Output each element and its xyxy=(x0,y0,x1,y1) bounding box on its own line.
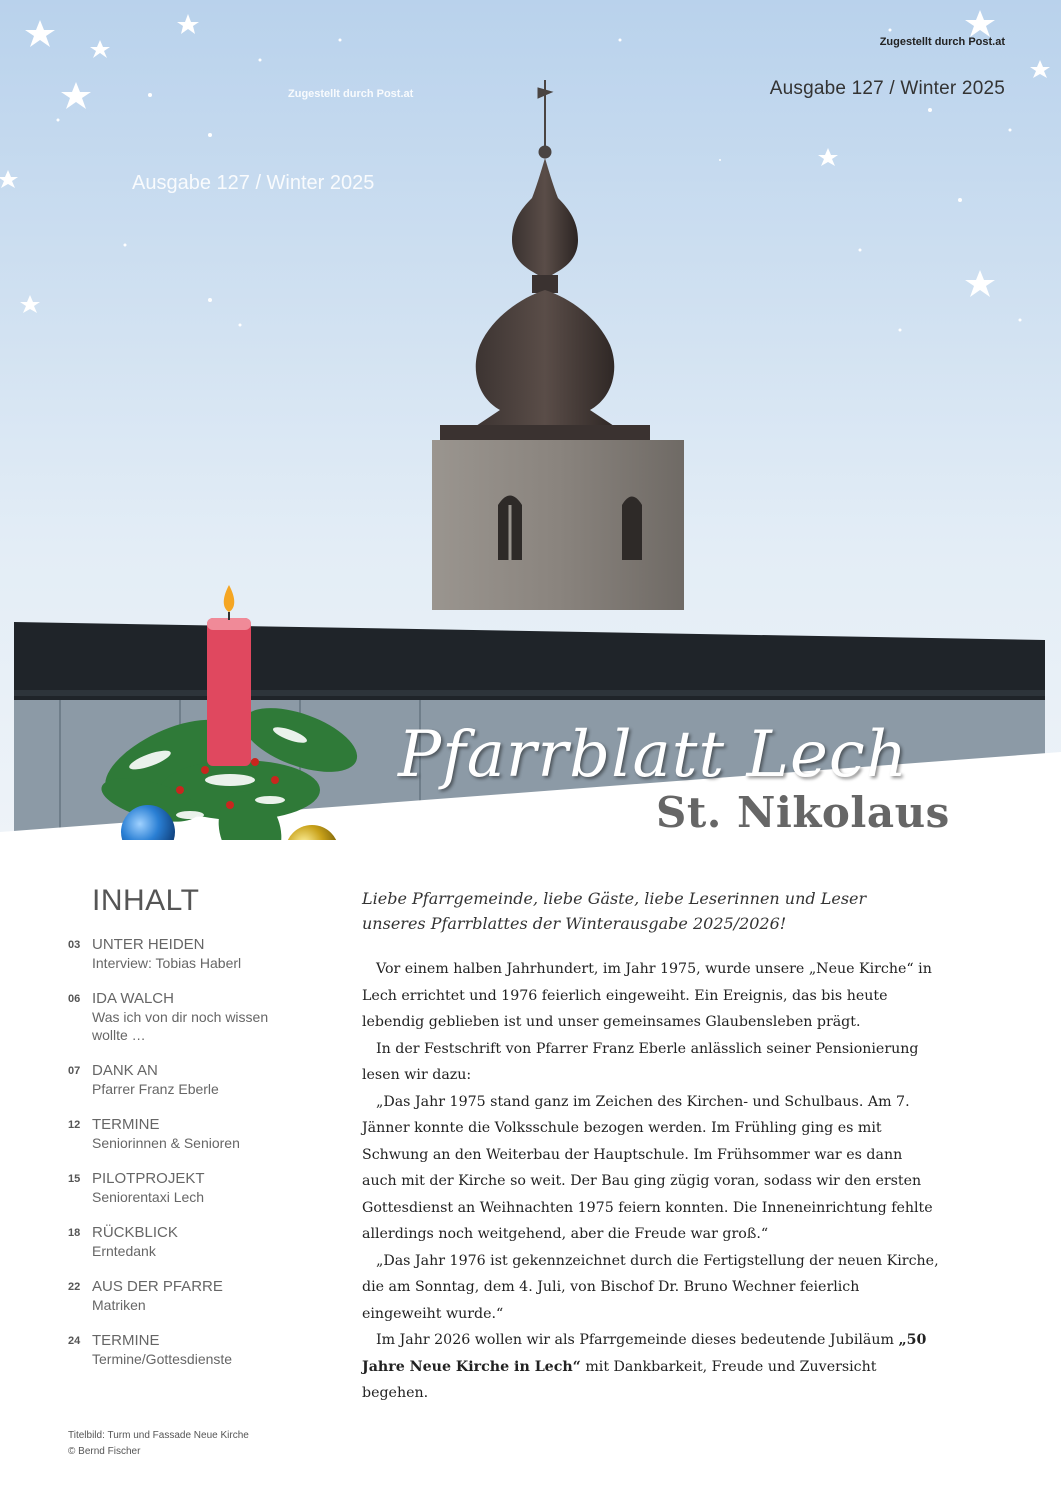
toc-item-title: PILOTPROJEKT xyxy=(92,1170,205,1187)
toc-item-title: RÜCKBLICK xyxy=(92,1224,178,1241)
star-icon xyxy=(965,270,995,297)
onion-dome xyxy=(470,290,620,430)
toc-page-number: 07 xyxy=(68,1065,81,1077)
table-of-contents xyxy=(68,936,318,1386)
toc-item-subtitle: Interview: Tobias Haberl xyxy=(92,955,242,971)
toc-page-number: 15 xyxy=(68,1173,81,1185)
credit-author: © Bernd Fischer xyxy=(68,1446,141,1457)
candle-icon xyxy=(207,585,251,766)
postal-note: Zugestellt durch Post.at xyxy=(879,36,1005,48)
toc-page-number: 06 xyxy=(68,993,81,1005)
issue-label: Ausgabe 127 / Winter 2025 xyxy=(769,78,1005,99)
toc-item-subtitle: Was ich von dir noch wissen wollte … xyxy=(92,1009,269,1043)
star-icon xyxy=(90,40,110,58)
toc-item-title: TERMINE xyxy=(92,1332,160,1349)
toc-heading: INHALT xyxy=(92,884,200,917)
church-tower xyxy=(432,440,684,610)
weathervane-icon xyxy=(538,80,552,158)
article-paragraph: Vor einem halben Jahrhundert, im Jahr 1975, wurde unsere „Neue Kirche“ in Lech errichtet und 1976 feierlich eingeweiht. Ein Ereignis, das bis heute lebendig geblieben ist und unser gemeinsames Glaubensleben prägt. xyxy=(362,961,932,1030)
toc-item[interactable] xyxy=(68,1062,318,1098)
church-spire xyxy=(512,158,578,275)
toc-page-number: 22 xyxy=(68,1281,81,1293)
toc-item-title: IDA WALCH xyxy=(92,990,174,1007)
star-icon xyxy=(1030,60,1050,78)
star-icon xyxy=(965,10,995,37)
postal-note-ghost: Zugestellt durch Post.at xyxy=(288,88,414,100)
article-paragraph: „Das Jahr 1975 stand ganz im Zeichen des Kirchen- und Schulbaus. Am 7. Jänner konnte die Volksschule bezogen werden. Im Frühling ging es mit Schwung an den Weiterbau der Hauptschule. Im Frühsommer war es dann auch mit der Kirche so weit. Der Bau ging zügig voran, sodass wir den ersten Gottesdienst an Weihnachten 1975 feiern konnten. Die Inneneinrichtung fehlte allerdings noch weitgehend, aber die Freude war groß.“ xyxy=(362,1093,933,1242)
jubilee-title: „50 Jahre Neue Kirche in Lech“ xyxy=(362,1332,927,1375)
toc-item[interactable] xyxy=(68,990,318,1044)
article-paragraph xyxy=(362,1327,940,1407)
toc-item-title: DANK AN xyxy=(92,1062,158,1079)
star-icon xyxy=(20,295,40,313)
masthead-title: Pfarrblatt Lech xyxy=(398,718,908,792)
toc-item[interactable] xyxy=(68,1224,318,1260)
toc-item[interactable] xyxy=(68,1170,318,1206)
issue-label-ghost: Ausgabe 127 / Winter 2025 xyxy=(132,172,375,194)
toc-page-number: 24 xyxy=(68,1335,81,1347)
toc-item-subtitle: Matriken xyxy=(92,1297,146,1313)
toc-item-subtitle: Erntedank xyxy=(92,1243,156,1259)
toc-page-number: 03 xyxy=(68,939,81,951)
toc-item[interactable] xyxy=(68,936,318,972)
masthead-subtitle: St. Nikolaus xyxy=(656,788,950,837)
toc-page-number: 12 xyxy=(68,1119,81,1131)
star-icons xyxy=(0,10,1050,332)
paragraph-text: mit Dankbarkeit, Freude und Zuversicht begehen. xyxy=(362,1358,877,1401)
toc-item-subtitle: Pfarrer Franz Eberle xyxy=(92,1081,219,1097)
article-paragraph: „Das Jahr 1976 ist gekennzeichnet durch die Fertigstellung der neuen Kirche, die am Sonntag, dem 4. Juli, von Bischof Dr. Bruno Wechner feierlich eingeweiht wurde.“ xyxy=(362,1252,939,1322)
toc-item[interactable] xyxy=(68,1116,318,1152)
toc-page-number: 18 xyxy=(68,1227,81,1239)
toc-item-title: UNTER HEIDEN xyxy=(92,936,205,953)
article-lead: Liebe Pfarrgemeinde, liebe Gäste, liebe Leserinnen und Leser unseres Pfarrblattes der Winterausgabe 2025/2026! xyxy=(362,889,867,933)
star-icon xyxy=(61,82,91,109)
star-icon xyxy=(818,148,838,166)
star-icon xyxy=(177,14,199,34)
toc-item-subtitle: Seniorentaxi Lech xyxy=(92,1189,205,1205)
star-icon xyxy=(0,170,18,188)
toc-item-subtitle: Seniorinnen & Senioren xyxy=(92,1135,240,1151)
toc-item-title: AUS DER PFARRE xyxy=(92,1278,223,1295)
article-paragraph: In der Festschrift von Pfarrer Franz Eberle anlässlich seiner Pensionierung lesen wir dazu: xyxy=(362,1040,919,1083)
photo-credit xyxy=(68,1428,249,1460)
toc-item[interactable] xyxy=(68,1278,318,1314)
article-body xyxy=(362,956,940,1407)
credit-caption: Titelbild: Turm und Fassade Neue Kirche xyxy=(68,1430,249,1441)
star-icon xyxy=(25,20,55,47)
paragraph-text: Im Jahr 2026 wollen wir als Pfarrgemeinde dieses bedeutende Jubiläum xyxy=(376,1332,899,1348)
toc-item[interactable] xyxy=(68,1332,318,1368)
toc-item-title: TERMINE xyxy=(92,1116,160,1133)
toc-item-subtitle: Termine/Gottesdienste xyxy=(92,1351,233,1367)
